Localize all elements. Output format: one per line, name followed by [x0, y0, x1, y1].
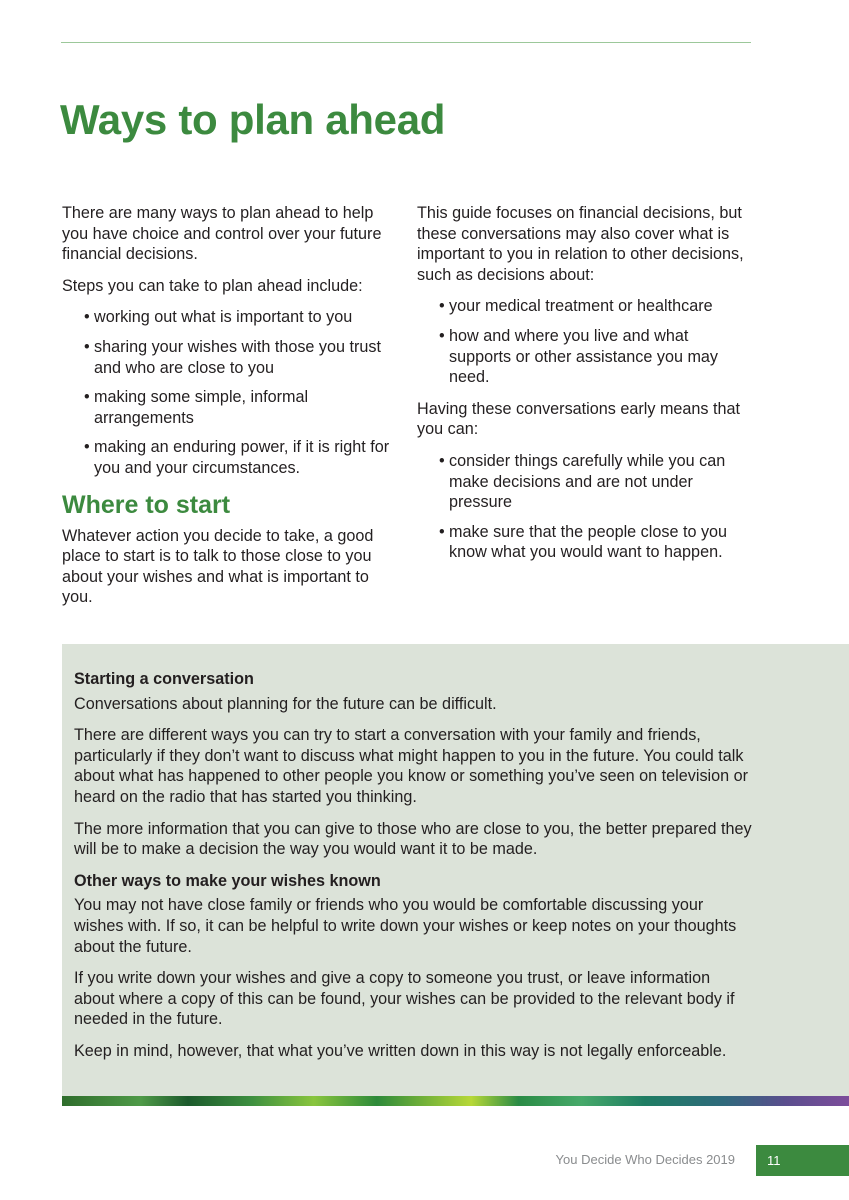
decorative-stripe	[62, 1096, 849, 1106]
callout-paragraph: Conversations about planning for the future can be difficult.	[74, 694, 497, 713]
list-item: • working out what is important to you	[84, 308, 353, 327]
bullet-icon: •	[84, 308, 90, 327]
callout-box	[62, 644, 849, 1096]
left-column	[62, 203, 398, 619]
list-item: • sharing your wishes with those you trust and who are close to you	[84, 337, 382, 377]
page-number-badge	[756, 1145, 849, 1176]
where-to-start-heading: Where to start	[62, 490, 231, 519]
guide-focus-paragraph: This guide focuses on financial decisions, but these conversations may also cover what is important to you in relation to other decisions, such as decisions about:	[417, 204, 744, 284]
callout-paragraph: There are different ways you can try to start a conversation with your family and friends, particularly if they don’t want to discuss what might happen to you in the future. You could talk about what has happened to other people you know or something you’ve seen on television or heard on the radio that has started you thinking.	[74, 726, 749, 806]
list-item: • consider things carefully while you can make decisions and are not under pressure	[439, 451, 726, 512]
decisions-list	[417, 296, 753, 387]
list-item: • your medical treatment or healthcare	[439, 297, 713, 316]
list-item: • making some simple, informal arrangements	[84, 388, 309, 427]
page-title: Ways to plan ahead	[60, 96, 446, 143]
callout-paragraph: Keep in mind, however, that what you’ve written down in this way is not legally enforceable.	[74, 1041, 727, 1060]
starting-conversation-heading: Starting a conversation	[74, 670, 254, 688]
list-item: • making an enduring power, if it is right for you and your circumstances.	[84, 438, 390, 477]
callout-paragraph: If you write down your wishes and give a copy to someone you trust, or leave information about where a copy of this can be found, your wishes can be provided to the relevant body if needed in the future.	[74, 969, 735, 1029]
bullet-icon: •	[84, 337, 90, 356]
intro-paragraph: There are many ways to plan ahead to help you have choice and control over your future financial decisions.	[62, 204, 382, 264]
bullet-icon: •	[84, 438, 90, 457]
list-item: • how and where you live and what supports or other assistance you may need.	[439, 326, 719, 387]
callout-content	[74, 669, 754, 1073]
steps-intro: Steps you can take to plan ahead include:	[62, 276, 363, 295]
footer-publication-title: You Decide Who Decides 2019	[555, 1152, 735, 1167]
bullet-icon: •	[439, 297, 445, 316]
bullet-icon: •	[439, 451, 445, 470]
right-column	[417, 203, 753, 574]
benefits-list	[417, 451, 753, 563]
bullet-icon: •	[439, 522, 445, 541]
steps-list	[62, 307, 398, 478]
callout-paragraph: The more information that you can give to those who are close to you, the better prepared they will be to make a decision the way you would want it to be made.	[74, 819, 752, 859]
page-number: 11	[767, 1153, 781, 1168]
bullet-icon: •	[84, 388, 90, 407]
where-to-start-paragraph: Whatever action you decide to take, a good place to start is to talk to those close to you about your wishes and what is important to you.	[62, 526, 374, 607]
list-item: • make sure that the people close to you know what you would want to happen.	[439, 522, 728, 562]
bullet-icon: •	[439, 326, 445, 345]
early-conversations-paragraph: Having these conversations early means that you can:	[417, 399, 741, 439]
other-ways-heading: Other ways to make your wishes known	[74, 871, 381, 890]
callout-paragraph: You may not have close family or friends who you would be comfortable discussing your wishes with. If so, it can be helpful to write down your wishes or keep notes on your thoughts about the future.	[74, 896, 737, 956]
top-divider	[61, 42, 751, 43]
